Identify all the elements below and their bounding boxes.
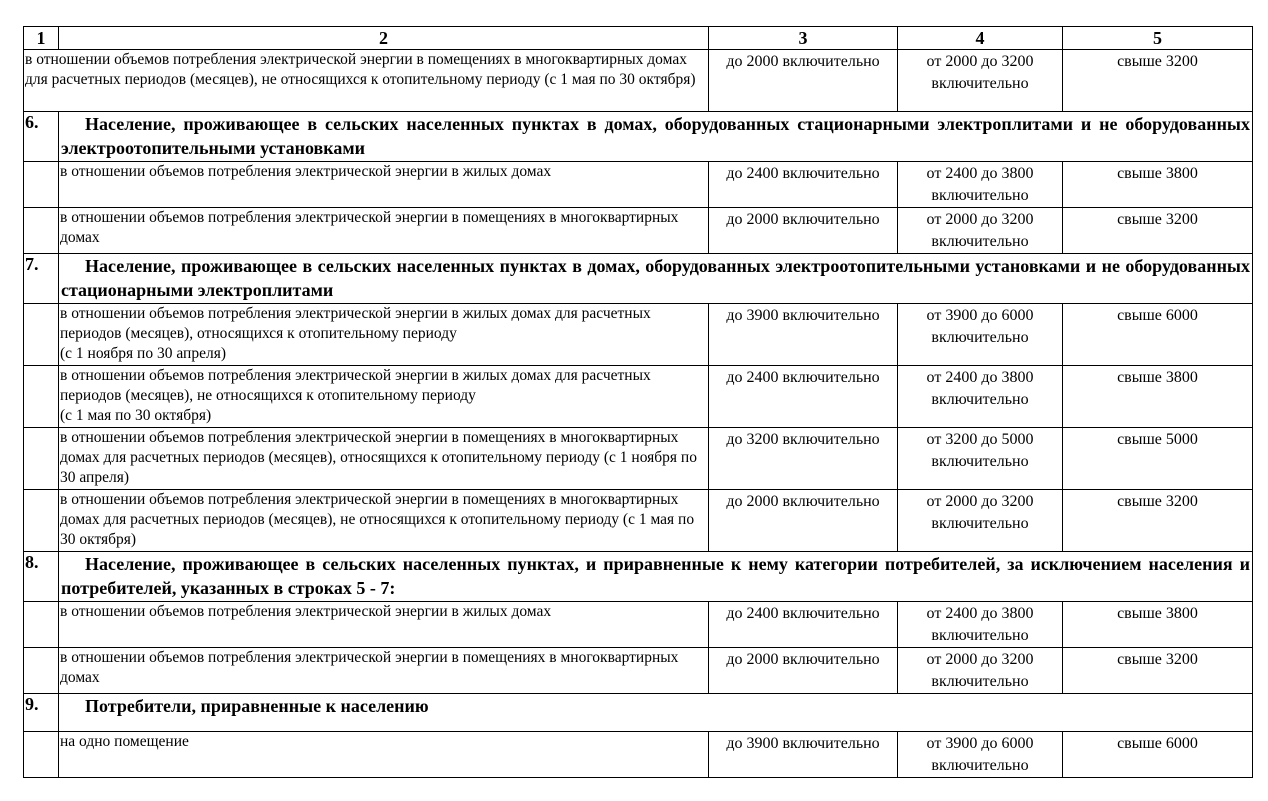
range-low: до 3900 включительно [709, 732, 898, 778]
range-mid: от 3200 до 5000 включительно [898, 428, 1063, 490]
row-description: на одно помещение [59, 732, 709, 778]
table-row [24, 732, 1253, 778]
table-row [24, 602, 1253, 648]
table-row [24, 162, 1253, 208]
range-low: до 2400 включительно [709, 602, 898, 648]
range-mid: от 2400 до 3800 включительно [898, 162, 1063, 208]
range-low: до 2000 включительно [709, 490, 898, 552]
section-number: 7. [24, 254, 59, 304]
table-row [24, 304, 1253, 366]
header-cell: 2 [59, 27, 709, 50]
range-low: до 2000 включительно [709, 208, 898, 254]
range-low: до 3200 включительно [709, 428, 898, 490]
range-mid: от 2000 до 3200 включительно [898, 490, 1063, 552]
range-low: до 2400 включительно [709, 162, 898, 208]
section-row [24, 694, 1253, 732]
table-row [24, 648, 1253, 694]
section-title: Потребители, приравненные к населению [85, 696, 429, 716]
row-description: в отношении объемов потребления электрической энергии в жилых домах для расчетных периодов (месяцев), не относящихся к отопительному периоду (с 1 мая по 30 октября) [59, 366, 709, 428]
range-high: свыше 3800 [1063, 366, 1253, 428]
section-number: 9. [24, 694, 59, 732]
range-high: свыше 6000 [1063, 304, 1253, 366]
range-mid: от 2400 до 3800 включительно [898, 366, 1063, 428]
range-mid: от 3900 до 6000 включительно [898, 304, 1063, 366]
range-low: до 2000 включительно [709, 648, 898, 694]
table-row [24, 490, 1253, 552]
table-row [24, 366, 1253, 428]
range-mid: от 2400 до 3800 включительно [898, 602, 1063, 648]
range-low: до 2400 включительно [709, 366, 898, 428]
table-row [24, 208, 1253, 254]
range-high: свыше 3200 [1063, 490, 1253, 552]
section-row [24, 112, 1253, 162]
range-high: свыше 5000 [1063, 428, 1253, 490]
tariff-table [23, 26, 1253, 778]
section-row [24, 254, 1253, 304]
section-number: 8. [24, 552, 59, 602]
range-mid: от 3900 до 6000 включительно [898, 732, 1063, 778]
section-number: 6. [24, 112, 59, 162]
range-high: свыше 3200 [1063, 50, 1253, 112]
row-description: в отношении объемов потребления электрической энергии в помещениях в многоквартирных домах [59, 648, 709, 694]
table-row [24, 50, 1253, 112]
row-description: в отношении объемов потребления электрической энергии в помещениях в многоквартирных домах для расчетных периодов (месяцев), относящихся к отопительному периоду (с 1 ноября по 30 апреля) [59, 428, 709, 490]
range-high: свыше 3200 [1063, 648, 1253, 694]
range-high: свыше 3800 [1063, 162, 1253, 208]
range-high: свыше 6000 [1063, 732, 1253, 778]
range-high: свыше 3200 [1063, 208, 1253, 254]
row-description: в отношении объемов потребления электрической энергии в помещениях в многоквартирных домах для расчетных периодов (месяцев), не относящихся к отопительному периоду (с 1 мая по 30 октября) [24, 50, 709, 112]
header-cell: 4 [898, 27, 1063, 50]
range-mid: от 2000 до 3200 включительно [898, 208, 1063, 254]
range-high: свыше 3800 [1063, 602, 1253, 648]
section-row [24, 552, 1253, 602]
header-cell: 1 [24, 27, 59, 50]
range-low: до 3900 включительно [709, 304, 898, 366]
range-mid: от 2000 до 3200 включительно [898, 50, 1063, 112]
section-title: Население, проживающее в сельских населенных пунктах, и приравненные к нему категории потребителей, за исключением населения и потребителей, указанных в строках 5 - 7: [61, 554, 1250, 598]
row-description: в отношении объемов потребления электрической энергии в жилых домах [59, 162, 709, 208]
header-cell: 3 [709, 27, 898, 50]
row-description: в отношении объемов потребления электрической энергии в жилых домах [59, 602, 709, 648]
row-description: в отношении объемов потребления электрической энергии в жилых домах для расчетных периодов (месяцев), относящихся к отопительному периоду (с 1 ноября по 30 апреля) [59, 304, 709, 366]
section-title: Население, проживающее в сельских населенных пунктах в домах, оборудованных электроотопительными установками и не оборудованных стационарными электроплитами [61, 256, 1250, 300]
row-description: в отношении объемов потребления электрической энергии в помещениях в многоквартирных домах для расчетных периодов (месяцев), не относящихся к отопительному периоду (с 1 мая по 30 октября) [59, 490, 709, 552]
row-description: в отношении объемов потребления электрической энергии в помещениях в многоквартирных домах [59, 208, 709, 254]
table-row [24, 428, 1253, 490]
range-mid: от 2000 до 3200 включительно [898, 648, 1063, 694]
header-row [24, 27, 1253, 50]
header-cell: 5 [1063, 27, 1253, 50]
range-low: до 2000 включительно [709, 50, 898, 112]
section-title: Население, проживающее в сельских населенных пунктах в домах, оборудованных стационарными электроплитами и не оборудованных электроотопительными установками [61, 114, 1250, 158]
